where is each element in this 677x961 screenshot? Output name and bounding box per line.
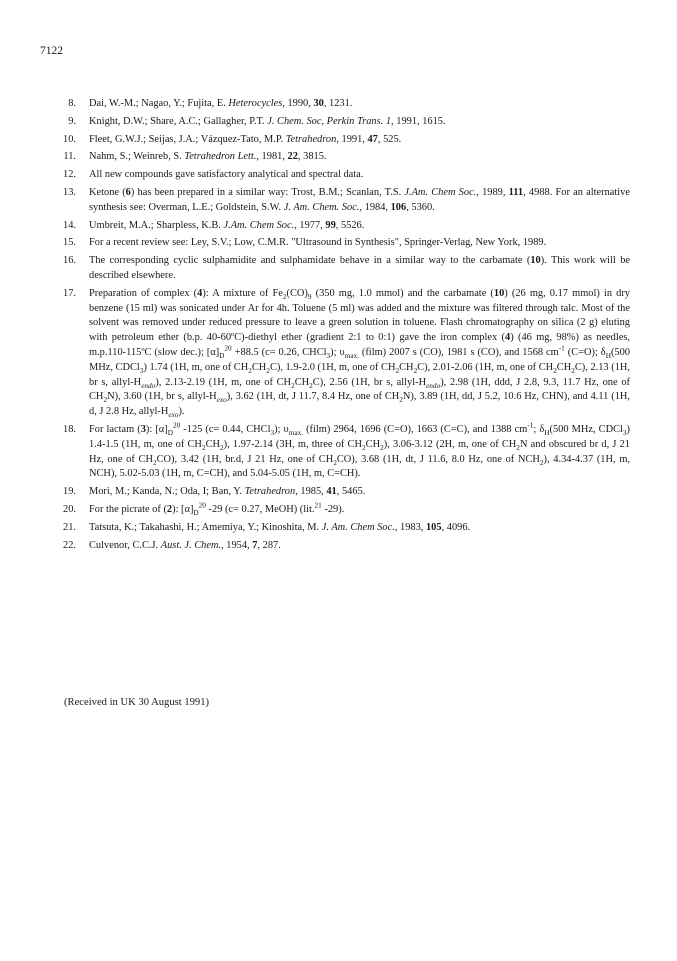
- reference-text: Umbreit, M.A.; Sharpless, K.B. J.Am. Chem Soc., 1977, 99, 5526.: [89, 219, 365, 231]
- reference-number: 10.: [63, 133, 76, 145]
- reference-text: For the picrate of (2): $[\alpha]_D^{20}$ -29 (c= 0.27, MeOH) (lit.$^{21}$ -29).: [89, 501, 345, 517]
- reference-text: The corresponding cyclic sulphamidite and sulphamidate behave in a similar way to the carbamate (10). This work will be described elsewhere.: [89, 255, 630, 281]
- reference-number: 18.: [63, 423, 76, 435]
- reference-number: 14.: [63, 219, 76, 231]
- reference-item: [52, 423, 630, 482]
- reference-item: [52, 133, 630, 148]
- reference-number: 12.: [63, 169, 76, 181]
- page-number: 7122: [40, 45, 63, 57]
- reference-text: Knight, D.W.; Share, A.C.; Gallagher, P.T. J. Chem. Soc, Perkin Trans. 1, 1991, 1615.: [89, 115, 446, 127]
- reference-number: 11.: [63, 151, 76, 163]
- reference-number: 9.: [68, 115, 76, 127]
- reference-item: [52, 485, 630, 500]
- reference-text: Nahm, S.; Weinreb, S. Tetrahedron Lett., 1981, 22, 3815.: [89, 151, 327, 163]
- reference-number: 19.: [63, 486, 76, 498]
- reference-text: All new compounds gave satisfactory analytical and spectral data.: [89, 169, 364, 181]
- reference-item: [52, 254, 630, 284]
- reference-text: Ketone (6) has been prepared in a similar way: Trost, B.M.; Scanlan, T.S. J.Am. Chem Soc., 1989, 111, 4988. For an alternative synthesis see: Overman, L.E.; Goldstein, S.W. J. Am. Chem. Soc., 1984, 106, 5360.: [89, 186, 630, 213]
- reference-list: [52, 97, 630, 556]
- reference-text: Preparation of complex (4): A mixture of $Fe_2(CO)_9$ (350 mg, 1.0 mmol) and the carbamate (10) (26 mg, 0.17 mmol) in dry benzene (15 ml) was sonicated under Ar for 4h. Toluene (5 ml) was added and the mixture was filtered through talc. Most of the solvent was removed under reduced pressure to leave a green solution in toluene. Flash chromatography on silica (2 g) eluting with petroleum ether (b.p. 40-60ºC)-diethyl ether (gradient 2:1 to 0:1) gave the iron complex (4) (46 mg, 98%) as needles, m.p.110-115ºC (slow dec.); $[\alpha]_D^{20} +88.5$ (c= 0.26, CHCl$_3$); $\upsilon_{max.}$ (film) 2007 s (CO), 1981 s (CO), and 1568 $cm^{-1}$ (C=O); $\delta_H(500$ MHz, CDCl$_3$) 1.74 (1H, m, one of $CH_2CH_2C$), 1.9-2.0 (1H, m, one of $CH_2CH_2C$), 2.01-2.06 (1H, m, one of $CH_2CH_2C$), 2.13 (1H, br s, allyl-$H_{endo}$), 2.13-2.19 (1H, m, one of $CH_2CH_2C$), 2.56 (1H, br s, allyl-$H_{endo}$), 2.98 (1H, ddd, J 2.8, 9.3, 11.7 Hz, one of $CH_2N$), 3.60 (1H, br s, allyl-$H_{exo}$), 3.62 (1H, dt, J 11.7, 8.4 Hz, one of $CH_2N$), 3.89 (1H, dd, J 5.2, 10.6 Hz, CHN), and 4.11 (1H, d, J 2.8 Hz, allyl-$H_{exo}$).: [89, 287, 631, 420]
- reference-text: For a recent review see: Ley, S.V.; Low, C.M.R. "Ultrasound in Synthesis", Springer-Verlag, New York, 1989.: [89, 237, 547, 249]
- reference-item: [52, 186, 630, 216]
- reference-number: 21.: [63, 521, 76, 533]
- reference-number: 13.: [63, 186, 76, 198]
- reference-text: Fleet, G.W.J.; Seijas, J.A.; Vázquez-Tato, M.P. Tetrahedron, 1991, 47, 525.: [89, 133, 402, 145]
- reference-text: Mori, M.; Kanda, N.; Oda, I; Ban, Y. Tetrahedron, 1985, 41, 5465.: [89, 486, 366, 498]
- reference-item: [52, 236, 630, 251]
- reference-item: [52, 539, 630, 554]
- received-date: (Received in UK 30 August 1991): [64, 697, 210, 708]
- reference-item: [52, 521, 630, 536]
- reference-number: 16.: [63, 255, 76, 267]
- reference-item: [52, 219, 630, 234]
- reference-item: [52, 503, 630, 518]
- reference-text: Tatsuta, K.; Takahashi, H.; Amemiya, Y.; Kinoshita, M. J. Am. Chem Soc., 1983, 105, 4096.: [89, 521, 471, 533]
- reference-item: [52, 115, 630, 130]
- reference-number: 22.: [63, 539, 76, 551]
- reference-text: Culvenor, C.C.J. Aust. J. Chem., 1954, 7, 287.: [89, 539, 281, 551]
- reference-item: [52, 287, 630, 420]
- reference-item: [52, 150, 630, 165]
- reference-item: [52, 168, 630, 183]
- reference-number: 17.: [63, 287, 76, 299]
- reference-text: For lactam (3): $[\alpha]_D^{20}$ -125 (c= 0.44, CHCl$_3$); $\upsilon_{max.}$ (film) 2964, 1696 (C=O), 1663 (C=C), and 1388 $cm^{-1}$; $\delta_H(500$ MHz, CDCl$_3$) 1.4-1.5 (1H, m, one of $CH_2CH_2$), 1.97-2.14 (3H, m, three of $CH_2CH_2$), 3.06-3.12 (2H, m, one of $CH_2N$ and obscured br d, J 21 Hz, one of $CH_2CO$), 3.42 (1H, br.d, J 21 Hz, one of $CH_2CO$), 3.68 (1H, dt, J 11.6, 8.0 Hz, one of $NCH_2$), 4.34-4.37 (1H, m, NCH), 5.02-5.03 (1H, m, C=CH), and 5.04-5.05 (1H, m, C=CH).: [89, 421, 631, 480]
- reference-text: Dai, W.-M.; Nagao, Y.; Fujita, E. Heterocycles, 1990, 30, 1231.: [89, 98, 353, 109]
- reference-number: 20.: [63, 503, 76, 515]
- reference-number: 8.: [68, 98, 76, 109]
- reference-number: 15.: [63, 237, 76, 249]
- reference-item: [52, 97, 630, 112]
